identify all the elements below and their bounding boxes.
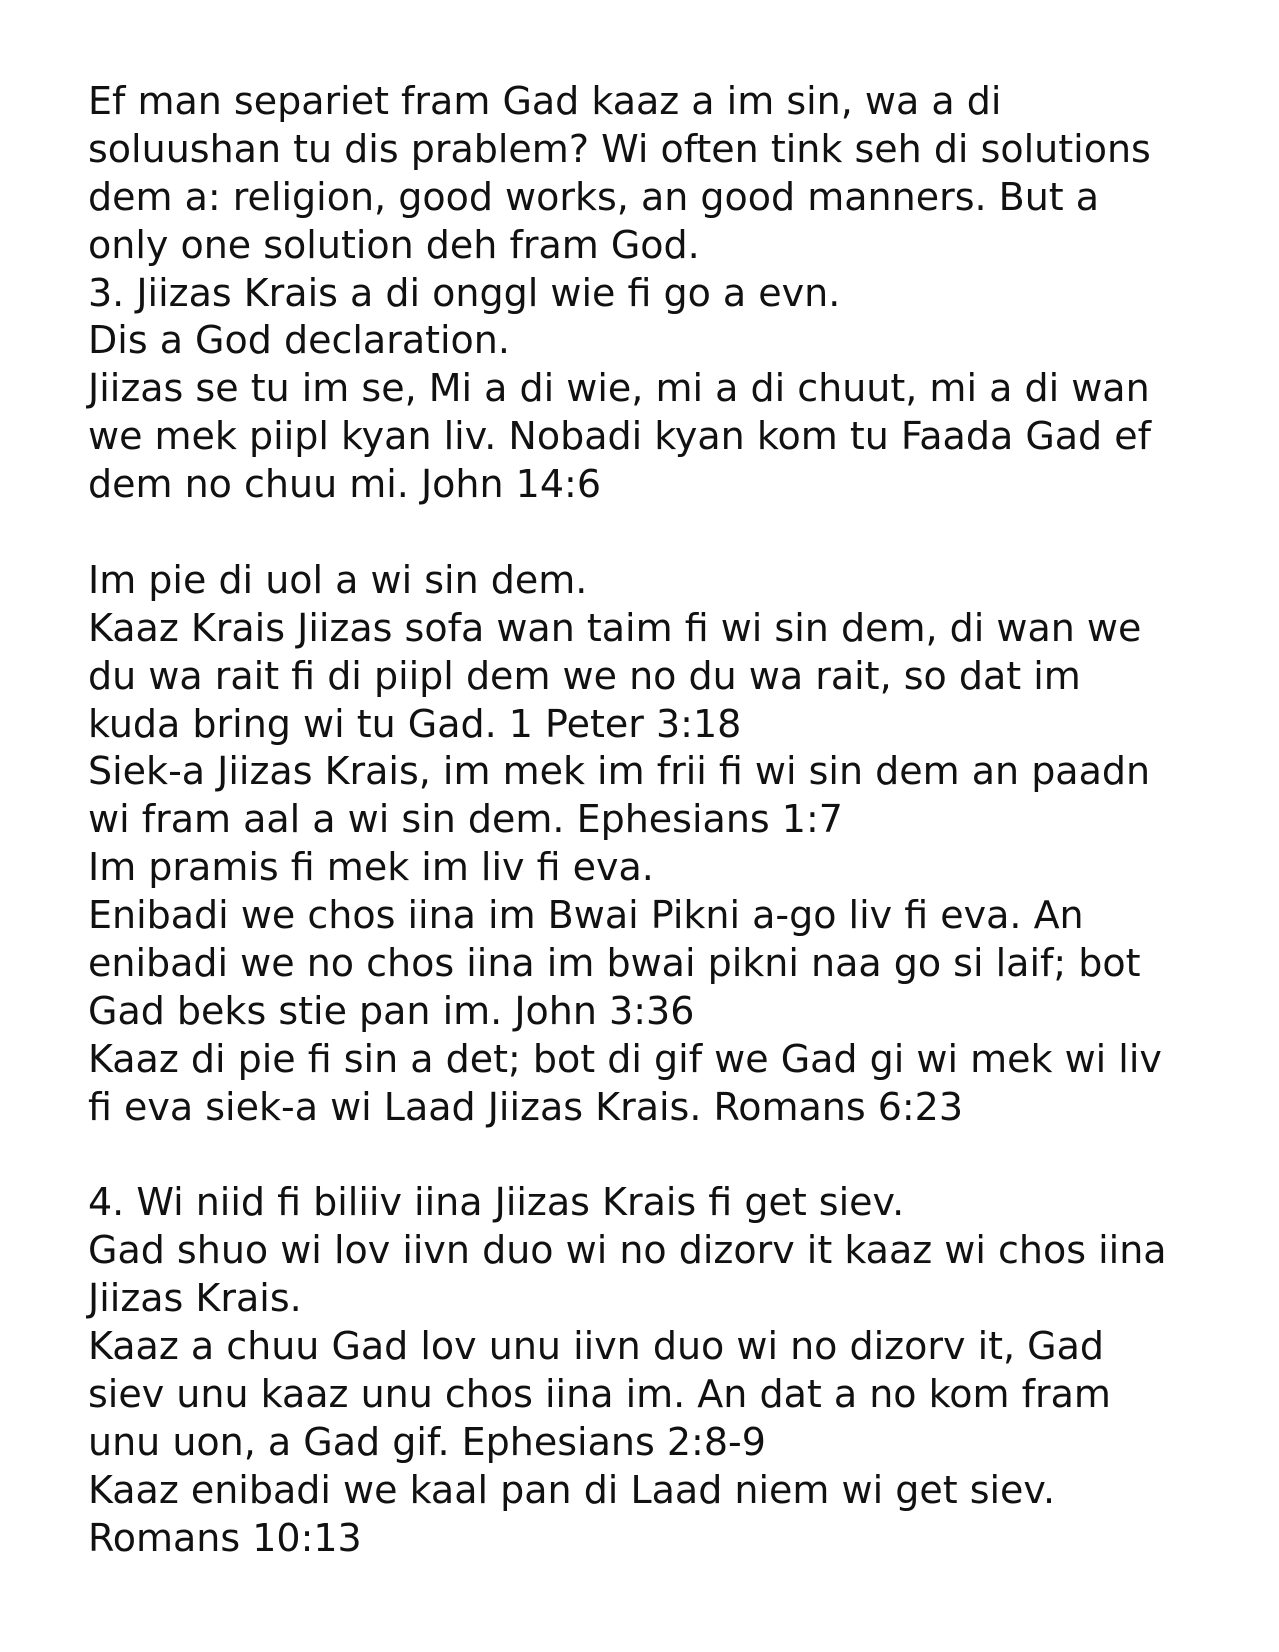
section-heading-3: 3. Jiizas Krais a di onggl wie fi go a evn. — [88, 270, 841, 315]
text-line: Enibadi we chos iina im Bwai Pikni a-go liv fi eva. An — [88, 893, 1084, 938]
text-line: Gad beks stie pan im. John 3:36 — [88, 988, 695, 1033]
text-line: dem a: religion, good works, an good manners. But a — [88, 174, 1100, 219]
text-line: only one solution deh fram God. — [88, 222, 700, 267]
text-line: we mek piipl kyan liv. Nobadi kyan kom tu Faada Gad ef — [88, 414, 1152, 459]
text-line: Jiizas Krais. — [88, 1276, 302, 1321]
section-heading-4: 4. Wi niid fi biliiv iina Jiizas Krais fi get siev. — [88, 1180, 905, 1225]
text-line: soluushan tu dis prablem? Wi often tink seh di solutions — [88, 126, 1151, 171]
text-line: Jiizas se tu im se, Mi a di wie, mi a di chuut, mi a di wan — [88, 366, 1150, 411]
text-line: Kaaz enibadi we kaal pan di Laad niem wi get siev. — [88, 1467, 1056, 1512]
text-line: Kaaz di pie fi sin a det; bot di gif we Gad gi wi mek wi liv — [88, 1036, 1162, 1081]
text-line: Romans 10:13 — [88, 1515, 362, 1560]
text-line: Kaaz a chuu Gad lov unu iivn duo wi no dizorv it, Gad — [88, 1324, 1105, 1369]
text-line: enibadi we no chos iina im bwai pikni naa go si laif; bot — [88, 941, 1141, 986]
document-body — [88, 78, 1208, 1563]
text-line: Ef man separiet fram Gad kaaz a im sin, wa a di — [88, 79, 1002, 123]
blank-line — [88, 509, 1208, 557]
text-line: Dis a God declaration. — [88, 318, 510, 363]
text-line: fi eva siek-a wi Laad Jiizas Krais. Romans 6:23 — [88, 1084, 964, 1129]
text-line: unu uon, a Gad gif. Ephesians 2:8-9 — [88, 1419, 766, 1464]
text-line: Siek-a Jiizas Krais, im mek im frii fi wi sin dem an paadn — [88, 749, 1151, 794]
blank-line — [88, 1132, 1208, 1180]
text-line: dem no chuu mi. John 14:6 — [88, 462, 601, 507]
text-line: wi fram aal a wi sin dem. Ephesians 1:7 — [88, 797, 843, 842]
text-line: Im pramis fi mek im liv fi eva. — [88, 845, 654, 890]
text-line: Kaaz Krais Jiizas sofa wan taim fi wi sin dem, di wan we — [88, 605, 1142, 650]
text-line: Im pie di uol a wi sin dem. — [88, 557, 588, 602]
text-line: siev unu kaaz unu chos iina im. An dat a no kom fram — [88, 1372, 1111, 1417]
text-line: kuda bring wi tu Gad. 1 Peter 3:18 — [88, 701, 742, 746]
text-line: du wa rait fi di piipl dem we no du wa rait, so dat im — [88, 653, 1081, 698]
text-line: Gad shuo wi lov iivn duo wi no dizorv it kaaz wi chos iina — [88, 1228, 1167, 1273]
